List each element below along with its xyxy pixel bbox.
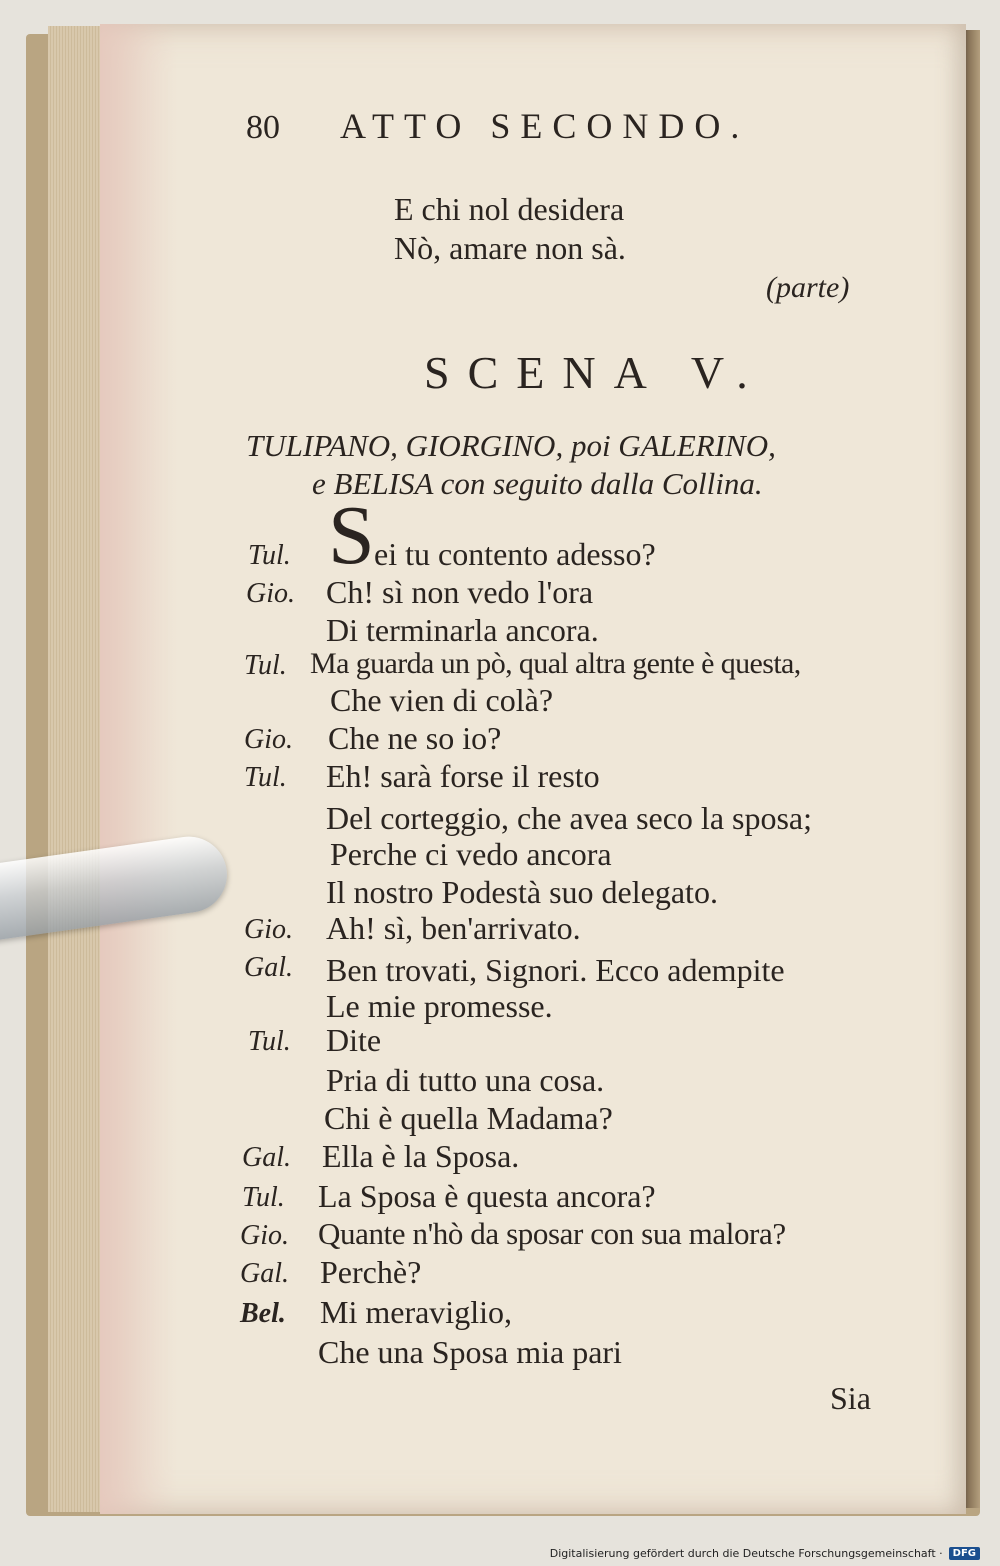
dialogue-text: Il nostro Podestà suo delegato. [326,874,718,910]
speaker-label: Tul. [244,650,287,681]
dialogue-text: Le mie promesse. [326,988,553,1024]
speaker-label: Tul. [248,1026,291,1057]
speaker-label: Gal. [242,1142,291,1173]
digitization-credit [550,1544,980,1562]
dialogue-text: Dite [326,1022,382,1058]
dialogue-text: Ch! sì non vedo l'ora [326,574,594,610]
dialogue-text: La Sposa è questa ancora? [318,1178,656,1214]
dialogue-text: Che vien di colà? [330,682,554,718]
dialogue-text: Del corteggio, che avea seco la sposa; [326,800,813,836]
dialogue-text: Perchè? [320,1254,422,1290]
verse-line-1: E chi nol desidera [394,191,625,227]
dialogue-text: Ben trovati, Signori. Ecco adempite [326,952,785,988]
dialogue-text: Perche ci vedo ancora [330,836,612,872]
drop-cap: S [328,489,375,582]
speaker-label: Gal. [240,1258,289,1289]
dialogue-text: Di terminarla ancora. [326,612,599,648]
dialogue-text: Che ne so io? [328,720,502,756]
dialogue-text: ei tu contento adesso? [374,536,656,572]
dialogue-text: Eh! sarà forse il resto [326,758,600,794]
dialogue-text: Quante n'hò da sposar con sua malora? [318,1216,786,1251]
stage-direction-parte: (parte) [766,271,850,304]
dialogue-text: Chi è quella Madama? [324,1100,613,1136]
speaker-label: Tul. [248,540,291,571]
verse-line-2: Nò, amare non sà. [394,230,626,266]
cast-line-1: TULIPANO, GIORGINO, poi GALERINO, [246,428,776,463]
cast-line-2: e BELISA con seguito dalla Collina. [312,466,763,501]
speaker-label: Bel. [240,1298,286,1329]
dfg-logo-icon: DFG [949,1547,980,1560]
dialogue-text: Ma guarda un pò, qual altra gente è questa, [310,647,801,680]
page-gutter [100,24,178,1514]
speaker-label: Gio. [240,1220,289,1251]
credit-text: Digitalisierung gefördert durch die Deutsche Forschungsgemeinschaft · [549,1546,943,1560]
scene-title: SCENA V. [424,347,766,398]
page-number: 80 [246,109,280,146]
dialogue-text: Pria di tutto una cosa. [326,1062,605,1098]
dialogue-text: Che una Sposa mia pari [318,1334,622,1370]
dialogue-text: Ella è la Sposa. [322,1138,520,1174]
speaker-label: Gio. [244,724,293,755]
speaker-label: Gio. [244,914,293,945]
running-title: ATTO SECONDO. [340,106,750,146]
speaker-label: Gio. [246,578,295,609]
speaker-label: Tul. [242,1182,285,1213]
speaker-label: Gal. [244,952,293,983]
page-edges-left [48,26,108,1512]
dialogue-text: Mi meraviglio, [320,1294,512,1330]
speaker-label: Tul. [244,762,287,793]
catchword: Sia [830,1380,871,1416]
page-clip-body [0,832,232,942]
dialogue-text: Ah! sì, ben'arrivato. [326,910,581,946]
